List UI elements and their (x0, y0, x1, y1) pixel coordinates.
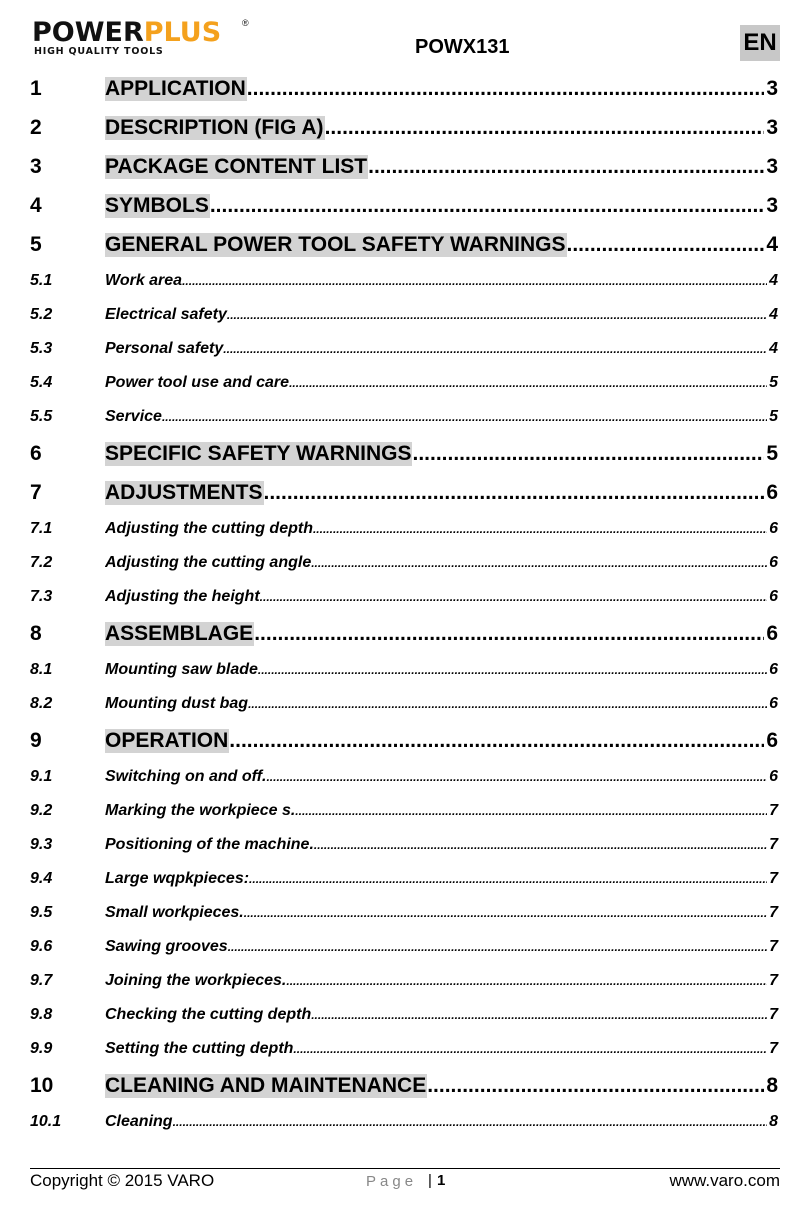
toc-entry-number: 9.2 (30, 802, 53, 819)
toc-dot-leader (289, 374, 767, 392)
toc-entry-title: Adjusting the cutting angle (105, 554, 312, 571)
website-link[interactable]: www.varo.com (669, 1171, 780, 1190)
toc-entry[interactable] (30, 554, 778, 572)
toc-entry[interactable] (30, 374, 778, 392)
toc-dot-leader (182, 272, 767, 290)
toc-entry-title: ADJUSTMENTS (105, 481, 263, 504)
toc-entry[interactable] (30, 520, 778, 538)
toc-entry-title-wrap (105, 374, 767, 392)
toc-dot-leader (311, 1006, 767, 1024)
toc-entry-title-wrap (105, 155, 764, 179)
model-number: POWX131 (415, 36, 510, 58)
toc-entry-title-wrap (105, 870, 767, 888)
toc-dot-leader (249, 870, 767, 888)
toc-entry-number: 2 (30, 116, 42, 139)
toc-entry-page: 6 (766, 729, 778, 752)
toc-dot-leader (254, 622, 764, 646)
toc-entry-page: 8 (766, 1074, 778, 1097)
toc-entry-title-wrap (105, 272, 767, 290)
toc-entry[interactable] (30, 272, 778, 290)
toc-entry-title: SYMBOLS (105, 194, 209, 217)
toc-entry-number: 9.8 (30, 1006, 53, 1023)
page-separator: | (428, 1172, 432, 1189)
toc-entry[interactable] (30, 408, 778, 426)
toc-entry-title-wrap (105, 442, 764, 466)
toc-entry-page: 4 (766, 233, 778, 256)
toc-dot-leader (286, 972, 767, 990)
toc-dot-leader (248, 695, 767, 713)
toc-entry-number: 8.2 (30, 695, 53, 712)
toc-dot-leader (313, 520, 767, 538)
toc-entry-page: 4 (769, 306, 778, 323)
toc-dot-leader (244, 904, 767, 922)
toc-entry-number: 10.1 (30, 1113, 62, 1130)
toc-entry-page: 4 (769, 272, 778, 289)
toc-entry-number: 7.3 (30, 588, 53, 605)
toc-entry-number: 5.2 (30, 306, 53, 323)
toc-entry-page: 6 (769, 695, 778, 712)
toc-entry-title: Positioning of the machine. (105, 836, 314, 853)
toc-entry-number: 5.1 (30, 272, 53, 289)
toc-entry[interactable] (30, 661, 778, 679)
toc-entry-number: 5.3 (30, 340, 53, 357)
toc-entry-page: 6 (766, 622, 778, 645)
toc-entry[interactable] (30, 1006, 778, 1024)
toc-dot-leader (173, 1113, 768, 1131)
toc-entry[interactable] (30, 904, 778, 922)
toc-entry[interactable] (30, 77, 778, 101)
toc-dot-leader (258, 661, 767, 679)
toc-entry[interactable] (30, 306, 778, 324)
toc-dot-leader (266, 768, 767, 786)
toc-entry[interactable] (30, 194, 778, 218)
toc-entry-number: 4 (30, 194, 42, 217)
toc-entry-page: 7 (769, 972, 778, 989)
toc-entry-number: 9.5 (30, 904, 53, 921)
toc-entry-title-wrap (105, 768, 767, 786)
toc-entry-title-wrap (105, 588, 767, 606)
toc-dot-leader (229, 729, 764, 753)
toc-entry-title: Electrical safety (105, 306, 227, 323)
toc-entry-title-wrap (105, 622, 764, 646)
toc-entry-title: Power tool use and care (105, 374, 290, 391)
toc-entry-title: Work area (105, 272, 183, 289)
toc-entry-page: 5 (769, 374, 778, 391)
toc-entry-number: 9.9 (30, 1040, 53, 1057)
toc-entry-title-wrap (105, 1074, 764, 1098)
toc-entry[interactable] (30, 340, 778, 358)
toc-entry-title-wrap (105, 972, 767, 990)
toc-entry-page: 7 (769, 802, 778, 819)
toc-dot-leader (227, 306, 767, 324)
toc-entry[interactable] (30, 729, 778, 753)
toc-dot-leader (162, 408, 767, 426)
powerplus-logo (32, 18, 254, 58)
page-number: 1 (437, 1172, 446, 1189)
toc-entry-number: 3 (30, 155, 42, 178)
registered-mark: ® (242, 18, 249, 28)
toc-entry-page: 6 (769, 768, 778, 785)
toc-entry-page: 6 (769, 520, 778, 537)
toc-entry-number: 7.1 (30, 520, 53, 537)
toc-entry-title-wrap (105, 77, 764, 101)
toc-entry-title: APPLICATION (105, 77, 246, 100)
toc-entry-title: Mounting saw blade (105, 661, 258, 678)
toc-entry[interactable] (30, 233, 778, 257)
toc-entry-page: 7 (769, 1006, 778, 1023)
toc-entry-title: SPECIFIC SAFETY WARNINGS (105, 442, 412, 465)
toc-entry-number: 10 (30, 1074, 54, 1097)
toc-dot-leader (223, 340, 767, 358)
toc-entry-title-wrap (105, 802, 767, 820)
page-label: Page (366, 1173, 418, 1190)
toc-dot-leader (412, 442, 764, 466)
toc-entry-title-wrap (105, 340, 767, 358)
toc-entry-page: 3 (766, 77, 778, 100)
toc-dot-leader (260, 588, 767, 606)
toc-entry-title: Marking the workpiece s. (105, 802, 296, 819)
toc-entry-title-wrap (105, 520, 767, 538)
toc-entry-number: 7.2 (30, 554, 53, 571)
toc-entry-page: 3 (766, 116, 778, 139)
toc-entry-title-wrap (105, 1006, 767, 1024)
logo-wordmark: POWERPLUS (32, 17, 222, 48)
toc-entry-title: Sawing grooves (105, 938, 228, 955)
toc-entry-page: 7 (769, 836, 778, 853)
toc-entry-page: 6 (769, 588, 778, 605)
toc-dot-leader (325, 116, 765, 140)
toc-entry-title-wrap (105, 194, 764, 218)
toc-entry-title: Adjusting the height (105, 588, 260, 605)
toc-entry-title: Setting the cutting depth (105, 1040, 294, 1057)
toc-dot-leader (210, 194, 764, 218)
toc-entry-number: 9 (30, 729, 42, 752)
toc-entry-title: Mounting dust bag (105, 695, 249, 712)
toc-entry-title-wrap (105, 729, 764, 753)
toc-entry-number: 5.4 (30, 374, 53, 391)
toc-entry[interactable] (30, 1040, 778, 1058)
toc-entry-title: Small workpieces. (105, 904, 244, 921)
toc-dot-leader (264, 481, 765, 505)
toc-entry[interactable] (30, 1113, 778, 1131)
toc-entry-title: GENERAL POWER TOOL SAFETY WARNINGS (105, 233, 566, 256)
toc-entry-title: CLEANING AND MAINTENANCE (105, 1074, 427, 1097)
toc-entry-page: 7 (769, 904, 778, 921)
language-badge: EN (740, 25, 780, 61)
logo-tagline: HIGH QUALITY TOOLS (34, 46, 164, 57)
toc-entry[interactable] (30, 695, 778, 713)
toc-entry-title: OPERATION (105, 729, 229, 752)
toc-entry-title-wrap (105, 554, 767, 572)
toc-entry[interactable] (30, 938, 778, 956)
toc-entry-title-wrap (105, 904, 767, 922)
toc-dot-leader (228, 938, 767, 956)
toc-entry-page: 8 (769, 1113, 778, 1130)
toc-entry-title: Service (105, 408, 162, 425)
toc-entry-page: 6 (769, 661, 778, 678)
toc-entry-title: ASSEMBLAGE (105, 622, 254, 645)
toc-entry[interactable] (30, 972, 778, 990)
toc-entry-number: 7 (30, 481, 42, 504)
toc-entry-title-wrap (105, 233, 764, 257)
toc-entry-page: 4 (769, 340, 778, 357)
toc-entry-page: 5 (766, 442, 778, 465)
toc-entry-title: PACKAGE CONTENT LIST (105, 155, 368, 178)
toc-entry-number: 9.3 (30, 836, 53, 853)
toc-entry[interactable] (30, 768, 778, 786)
toc-dot-leader (247, 77, 765, 101)
toc-entry-number: 9.7 (30, 972, 53, 989)
footer-divider (30, 1168, 780, 1169)
toc-entry-title-wrap (105, 661, 767, 679)
toc-entry[interactable] (30, 588, 778, 606)
toc-entry-title-wrap (105, 695, 767, 713)
toc-entry-number: 9.6 (30, 938, 53, 955)
toc-entry-page: 3 (766, 194, 778, 217)
toc-entry[interactable] (30, 870, 778, 888)
toc-entry-number: 8.1 (30, 661, 53, 678)
toc-entry-title-wrap (105, 481, 764, 505)
toc-entry-page: 7 (769, 1040, 778, 1057)
copyright-text: Copyright © 2015 VARO (30, 1171, 215, 1190)
toc-entry-title: Joining the workpieces. (105, 972, 287, 989)
toc-dot-leader (295, 802, 767, 820)
toc-entry-page: 7 (769, 938, 778, 955)
toc-entry-title-wrap (105, 836, 767, 854)
toc-entry-title-wrap (105, 938, 767, 956)
toc-dot-leader (314, 836, 767, 854)
toc-entry-title-wrap (105, 1113, 767, 1131)
toc-entry-page: 3 (766, 155, 778, 178)
toc-entry[interactable] (30, 622, 778, 646)
toc-entry-number: 8 (30, 622, 42, 645)
toc-entry-title: Personal safety (105, 340, 224, 357)
toc-entry-number: 9.1 (30, 768, 53, 785)
toc-entry-title: Checking the cutting depth (105, 1006, 312, 1023)
toc-entry-page: 5 (769, 408, 778, 425)
toc-dot-leader (293, 1040, 767, 1058)
toc-entry-page: 7 (769, 870, 778, 887)
toc-entry[interactable] (30, 802, 778, 820)
toc-entry-page: 6 (766, 481, 778, 504)
toc-entry[interactable] (30, 1074, 778, 1098)
toc-entry-title: DESCRIPTION (FIG A) (105, 116, 324, 139)
toc-entry-number: 9.4 (30, 870, 53, 887)
toc-entry-title: Switching on and off. (105, 768, 267, 785)
toc-entry[interactable] (30, 155, 778, 179)
toc-entry-title: Adjusting the cutting depth (105, 520, 313, 537)
toc-entry-title: Cleaning (105, 1113, 173, 1130)
toc-entry-title-wrap (105, 1040, 767, 1058)
toc-entry-title-wrap (105, 408, 767, 426)
toc-entry-number: 5.5 (30, 408, 53, 425)
toc-entry[interactable] (30, 116, 778, 140)
toc-dot-leader (368, 155, 764, 179)
toc-entry-number: 5 (30, 233, 42, 256)
toc-entry-title: Large wqpkpieces: (105, 870, 250, 887)
toc-entry-number: 1 (30, 77, 42, 100)
toc-dot-leader (427, 1074, 764, 1098)
toc-entry-title-wrap (105, 116, 764, 140)
toc-dot-leader (311, 554, 767, 572)
toc-entry[interactable] (30, 836, 778, 854)
toc-entry-number: 6 (30, 442, 42, 465)
toc-dot-leader (567, 233, 765, 257)
toc-entry-page: 6 (769, 554, 778, 571)
toc-entry[interactable] (30, 442, 778, 466)
toc-entry-title-wrap (105, 306, 767, 324)
toc-entry[interactable] (30, 481, 778, 505)
